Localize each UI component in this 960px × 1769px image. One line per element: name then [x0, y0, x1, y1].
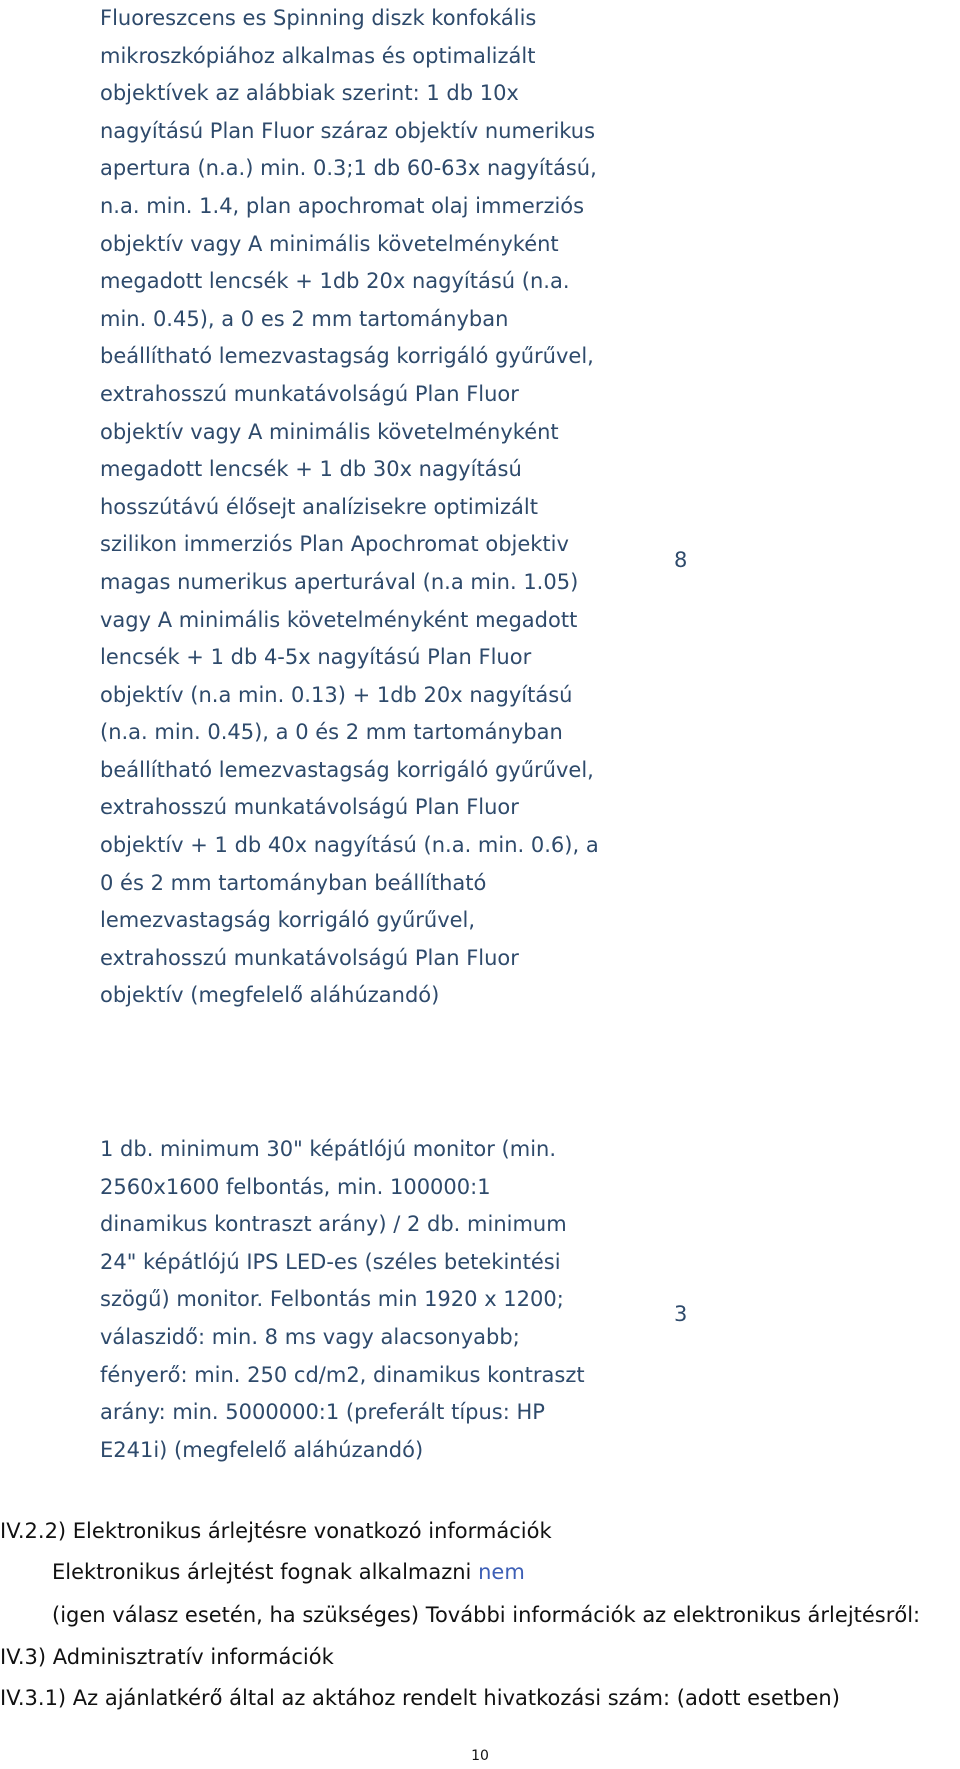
page-number: 10	[471, 1748, 489, 1764]
section-heading-iv-2-2: IV.2.2) Elektronikus árlejtésre vonatkozó információk	[0, 1519, 552, 1543]
criterion-text: Fluoreszcens es Spinning diszk konfokális mikroszkópiához alkalmas és optimalizált objektívek az alábbiak szerint: 1 db 10x nagyítású Plan Fluor száraz objektív numerikus apertura (n.a.) min. 0.3;1 db 60-63x nagyítású, n.a. min. 1.4, plan apochromat olaj immerziós objektív vagy A minimális követelményként megadott lencsék + 1db 20x nagyítású (n.a. min. 0.45), a 0 es 2 mm tartományban beállítható lemezvastagság korrigáló gyűrűvel, extrahosszú munkatávolságú Plan Fluor objektív vagy A minimális követelményként megadott lencsék + 1 db 30x nagyítású hosszútávú élősejt analízisekre optimizált szilikon immerziós Plan Apochromat objektiv magas numerikus aperturával (n.a min. 1.05) vagy A minimális követelményként megadott lencsék + 1 db 4-5x nagyítású Plan Fluor objektív (n.a min. 0.13) + 1db 20x nagyítású (n.a. min. 0.45), a 0 és 2 mm tartományban beállítható lemezvastagság korrigáló gyűrűvel, extrahosszú munkatávolságú Plan Fluor objektív + 1 db 40x nagyítású (n.a. min. 0.6), a 0 és 2 mm tartományban beállítható lemezvastagság korrigáló gyűrűvel, extrahosszú munkatávolságú Plan Fluor objektív (megfelelő aláhúzandó)	[100, 6, 599, 1008]
criterion-score: 8	[674, 548, 688, 572]
section-heading-iv-3: IV.3) Adminisztratív információk	[0, 1645, 334, 1669]
criterion-text: 1 db. minimum 30" képátlójú monitor (min. 2560x1600 felbontás, min. 100000:1 dinamikus kontraszt arány) / 2 db. minimum 24" képátlójú IPS LED-es (széles betekintési szögű) monitor. Felbontás min 1920 x 1200; válaszidő: min. 8 ms vagy alacsonyabb; fényerő: min. 250 cd/m2, dinamikus kontraszt arány: min. 5000000:1 (preferált típus: HP E241i) (megfelelő aláhúzandó)	[100, 1137, 585, 1462]
electronic-auction-line	[52, 1557, 525, 1587]
criterion-score: 3	[674, 1302, 688, 1326]
electronic-auction-label: Elektronikus árlejtést fognak alkalmazni	[52, 1560, 472, 1584]
electronic-auction-further-info: (igen válasz esetén, ha szükséges) További információk az elektronikus árlejtésről:	[52, 1603, 921, 1627]
section-heading-iv-3-1: IV.3.1) Az ajánlatkérő által az aktához rendelt hivatkozási szám: (adott esetben)	[0, 1686, 840, 1710]
electronic-auction-value: nem	[478, 1560, 525, 1584]
